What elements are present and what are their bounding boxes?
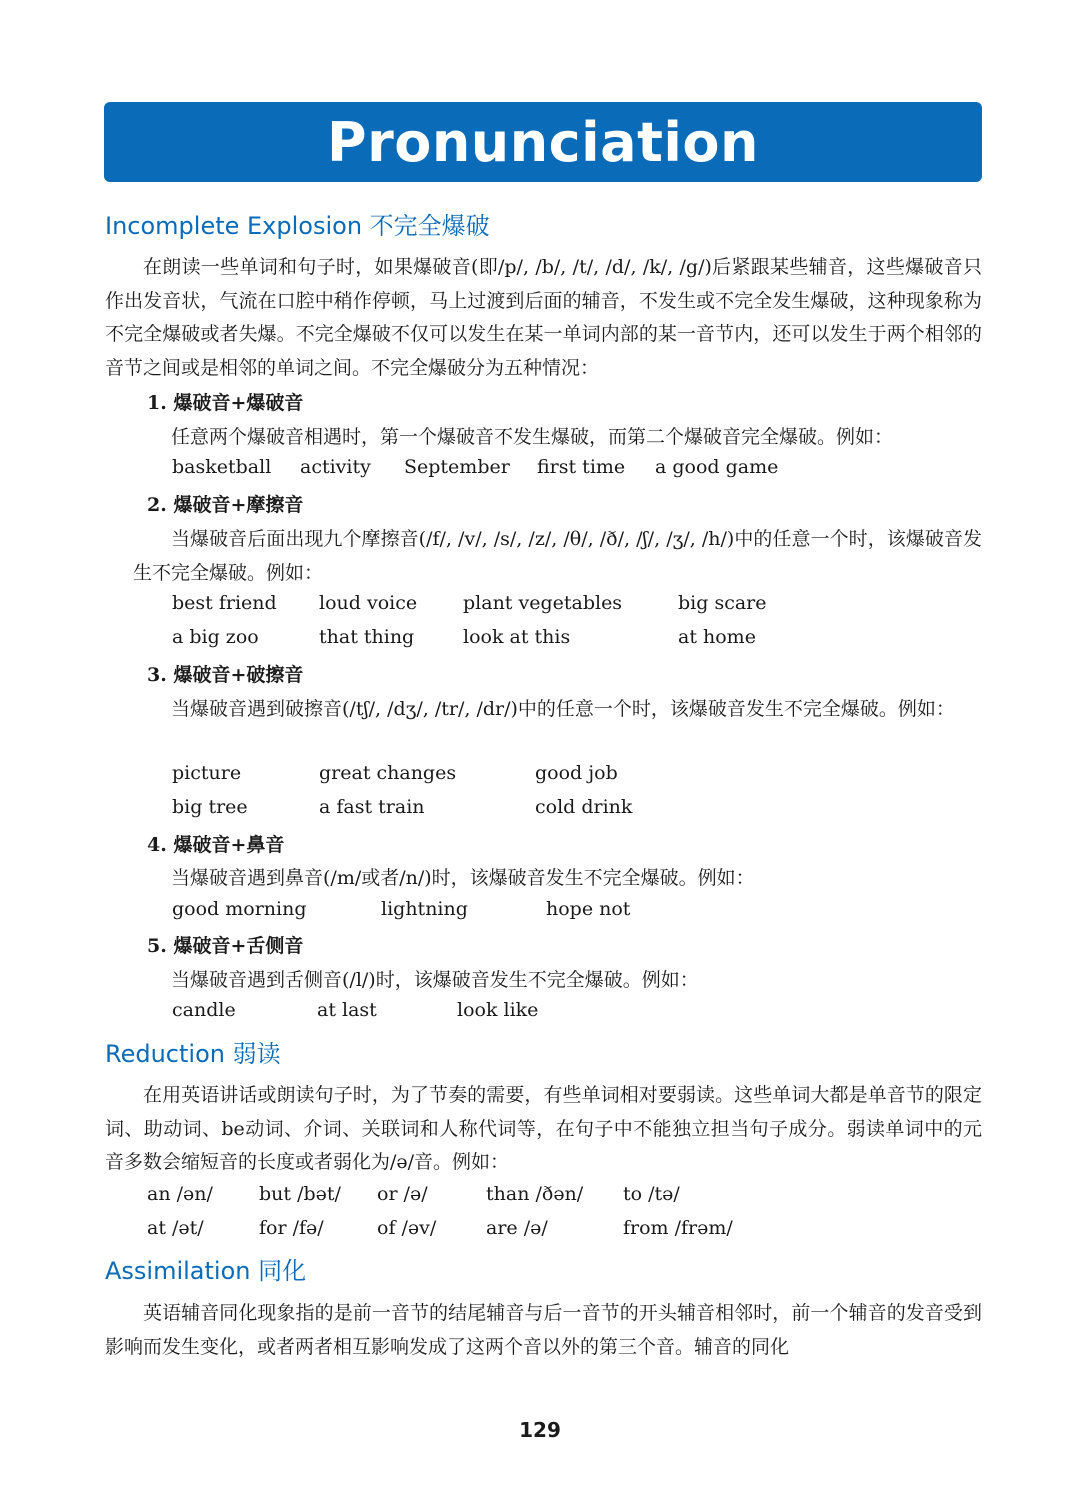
item-4-heading: 4. 爆破音+鼻音 xyxy=(147,834,285,856)
example-word: a fast train xyxy=(319,796,425,818)
example-word: for /fə/ xyxy=(259,1217,324,1239)
item-3-description: 当爆破音遇到破擦音(/tʃ/, /dʒ/, /tr/, /dr/)中的任意一个时，该爆破音发生不完全爆破。例如： xyxy=(171,698,955,720)
example-word: first time xyxy=(537,456,626,478)
item-2-description: 当爆破音后面出现九个摩擦音(/f/, /v/, /s/, /z/, /θ/, /ð/, /ʃ/, /ʒ/, /h/)中的任意一个时，该爆破音发生不完全爆破。例如： xyxy=(133,528,982,584)
item-4-description: 当爆破音遇到鼻音(/m/或者/n/)时，该爆破音发生不完全爆破。例如： xyxy=(171,867,755,889)
example-word: than /ðən/ xyxy=(486,1183,584,1205)
example-word: big tree xyxy=(172,796,248,818)
item-3-heading: 3. 爆破音+破擦音 xyxy=(147,664,304,686)
example-word: that thing xyxy=(319,626,415,648)
example-word: look at this xyxy=(463,626,571,648)
example-word: September xyxy=(404,456,510,478)
example-word: are /ə/ xyxy=(486,1217,548,1239)
section-heading-explosion: Incomplete Explosion 不完全爆破 xyxy=(105,212,490,240)
example-word: at last xyxy=(317,999,377,1021)
assimilation-intro: 英语辅音同化现象指的是前一音节的结尾辅音与后一音节的开头辅音相邻时，前一个辅音的发音受到影响而发生变化，或者两者相互影响发成了这两个音以外的第三个音。辅音的同化 xyxy=(105,1302,982,1358)
item-2-heading: 2. 爆破音+摩擦音 xyxy=(147,494,304,516)
example-word: a big zoo xyxy=(172,626,259,648)
example-word: picture xyxy=(172,762,242,784)
page-number: 129 xyxy=(519,1418,561,1442)
title-banner xyxy=(104,102,982,182)
section-heading-assimilation: Assimilation 同化 xyxy=(105,1257,307,1285)
example-word: best friend xyxy=(172,592,277,614)
page-title: Pronunciation xyxy=(327,110,759,174)
example-word: lightning xyxy=(381,898,468,920)
example-word: an /ən/ xyxy=(147,1183,213,1205)
item-1-heading: 1. 爆破音+爆破音 xyxy=(147,392,304,414)
example-word: at home xyxy=(678,626,756,648)
example-word: hope not xyxy=(546,898,631,920)
example-word: big scare xyxy=(678,592,767,614)
example-word: a good game xyxy=(655,456,779,478)
example-word: to /tə/ xyxy=(623,1183,680,1205)
example-word: loud voice xyxy=(319,592,418,614)
example-word: good morning xyxy=(172,898,307,920)
example-word: great changes xyxy=(319,762,457,784)
example-word: at /ət/ xyxy=(147,1217,204,1239)
example-word: or /ə/ xyxy=(377,1183,428,1205)
example-word: plant vegetables xyxy=(463,592,623,614)
example-word: from /frəm/ xyxy=(623,1217,733,1239)
reduction-intro: 在用英语讲话或朗读句子时，为了节奏的需要，有些单词相对要弱读。这些单词大都是单音节的限定词、助动词、be动词、介词、关联词和人称代词等，在句子中不能独立担当句子成分。弱读单词中的元音多数会缩短音的长度或者弱化为/ə/音。例如： xyxy=(105,1084,982,1174)
example-word: candle xyxy=(172,999,236,1021)
example-word: activity xyxy=(300,456,371,478)
item-5-heading: 5. 爆破音+舌侧音 xyxy=(147,935,304,957)
item-5-description: 当爆破音遇到舌侧音(/l/)时，该爆破音发生不完全爆破。例如： xyxy=(171,969,699,991)
section-heading-reduction: Reduction 弱读 xyxy=(105,1040,281,1068)
example-word: good job xyxy=(535,762,618,784)
example-word: of /əv/ xyxy=(377,1217,437,1239)
example-word: but /bət/ xyxy=(259,1183,341,1205)
item-1-description: 任意两个爆破音相遇时，第一个爆破音不发生爆破，而第二个爆破音完全爆破。例如： xyxy=(171,426,894,448)
example-word: basketball xyxy=(172,456,272,478)
explosion-intro: 在朗读一些单词和句子时，如果爆破音(即/p/, /b/, /t/, /d/, /k/, /g/)后紧跟某些辅音，这些爆破音只作出发音状，气流在口腔中稍作停顿，马上过渡到后面的辅音，不发生或不完全发生爆破，这种现象称为不完全爆破或者失爆。不完全爆破不仅可以发生在某一单词内部的某一音节内，还可以发生于两个相邻的音节之间或是相邻的单词之间。不完全爆破分为五种情况： xyxy=(105,256,982,379)
example-word: cold drink xyxy=(535,796,633,818)
example-word: look like xyxy=(457,999,539,1021)
